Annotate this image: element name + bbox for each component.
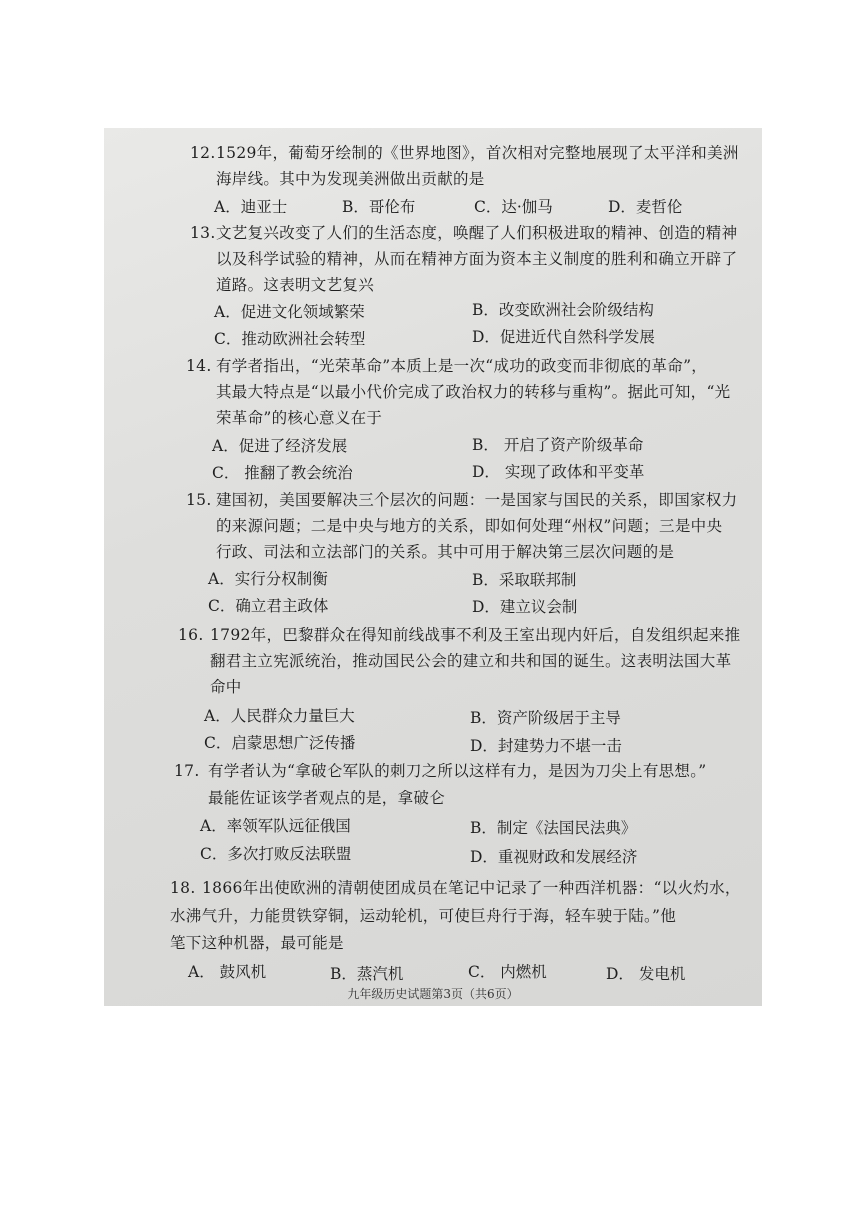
question-text: 行政、司法和立法部门的关系。其中可用于解决第三层次问题的是	[216, 543, 675, 561]
question-text: 有学者认为“拿破仑军队的刺刀之所以这样有力，是因为刀尖上有思想。”	[208, 762, 707, 780]
option-c: C． 内燃机	[468, 963, 547, 981]
question-number: 16.	[178, 626, 204, 644]
question-text: 最能佐证该学者观点的是，拿破仑	[208, 789, 446, 807]
question-number: 12.	[190, 144, 216, 162]
option-b: B．采取联邦制	[472, 571, 577, 589]
option-d: D． 发电机	[606, 965, 686, 983]
option-b: B．蒸汽机	[330, 965, 404, 983]
question-text: 文艺复兴改变了人们的生活态度，唤醒了人们积极进取的精神、创造的精神	[216, 224, 738, 242]
question-text: 1792年，巴黎群众在得知前线战事不利及王室出现内奸后，自发组织起来推	[210, 626, 741, 644]
page-footer: 九年级历史试题第3页（共6页）	[347, 987, 519, 1001]
question-text: 有学者指出，“光荣革命”本质上是一次“成功的政变而非彻底的革命”，	[216, 357, 708, 375]
question-text: 其最大特点是“以最小代价完成了政治权力的转移与重构”。据此可知，“光	[216, 383, 731, 401]
option-c: C．达·伽马	[474, 198, 553, 216]
question-text: 建国初，美国要解决三个层次的问题：一是国家与国民的关系，即国家权力	[216, 491, 738, 509]
option-b: B．哥伦布	[342, 198, 416, 216]
option-c: C． 推翻了教会统治	[212, 464, 353, 482]
question-number: 13.	[190, 224, 216, 242]
option-b: B．资产阶级居于主导	[470, 709, 621, 727]
option-c: C．多次打败反法联盟	[200, 845, 352, 863]
option-a: A．实行分权制衡	[208, 570, 328, 588]
option-c: C．确立君主政体	[208, 597, 329, 615]
option-a: A．迪亚士	[214, 198, 288, 216]
question-text: 的来源问题；二是中央与地方的关系，即如何处理“州权”问题；三是中央	[216, 517, 723, 535]
question-number: 18.	[170, 879, 196, 897]
option-a: A．率领军队远征俄国	[200, 817, 351, 835]
exam-page-photo	[104, 128, 762, 1006]
option-a: A．促进文化领域繁荣	[214, 303, 365, 321]
option-c: C．推动欧洲社会转型	[214, 330, 366, 348]
option-d: D．建立议会制	[472, 598, 578, 616]
question-text: 1866年出使欧洲的清朝使团成员在笔记中记录了一种西洋机器：“以火灼水，	[202, 879, 741, 897]
option-b: B．改变欧洲社会阶级结构	[472, 301, 654, 319]
question-text: 笔下这种机器，最可能是	[170, 934, 344, 952]
option-d: D．麦哲伦	[608, 198, 683, 216]
question-number: 17.	[174, 762, 200, 780]
question-text: 道路。这表明文艺复兴	[216, 276, 375, 294]
question-text: 水沸气升，力能贯铁穿铜，运动轮机，可使巨舟行于海，轻车驶于陆。”他	[170, 907, 677, 925]
option-a: A．促进了经济发展	[212, 437, 348, 455]
option-b: B． 开启了资产阶级革命	[472, 436, 644, 454]
option-a: A．人民群众力量巨大	[204, 707, 355, 725]
option-d: D．封建势力不堪一击	[470, 737, 622, 755]
option-a: A． 鼓风机	[188, 963, 267, 981]
option-c: C．启蒙思想广泛传播	[204, 734, 356, 752]
option-b: B．制定《法国民法典》	[470, 819, 637, 837]
question-text: 翻君主立宪派统治，推动国民公会的建立和共和国的诞生。这表明法国大革	[210, 652, 732, 670]
option-d: D． 实现了政体和平变革	[472, 463, 645, 481]
question-text: 命中	[210, 678, 242, 696]
question-text: 荣革命”的核心意义在于	[216, 409, 383, 427]
question-number: 15.	[186, 491, 212, 509]
question-text: 海岸线。其中为发现美洲做出贡献的是	[216, 170, 485, 188]
question-number: 14.	[186, 357, 212, 375]
option-d: D．促进近代自然科学发展	[472, 328, 655, 346]
option-d: D．重视财政和发展经济	[470, 848, 638, 866]
question-text: 1529年，葡萄牙绘制的《世界地图》，首次相对完整地展现了太平洋和美洲	[216, 144, 739, 162]
question-text: 以及科学试验的精神，从而在精神方面为资本主义制度的胜利和确立开辟了	[216, 250, 738, 268]
